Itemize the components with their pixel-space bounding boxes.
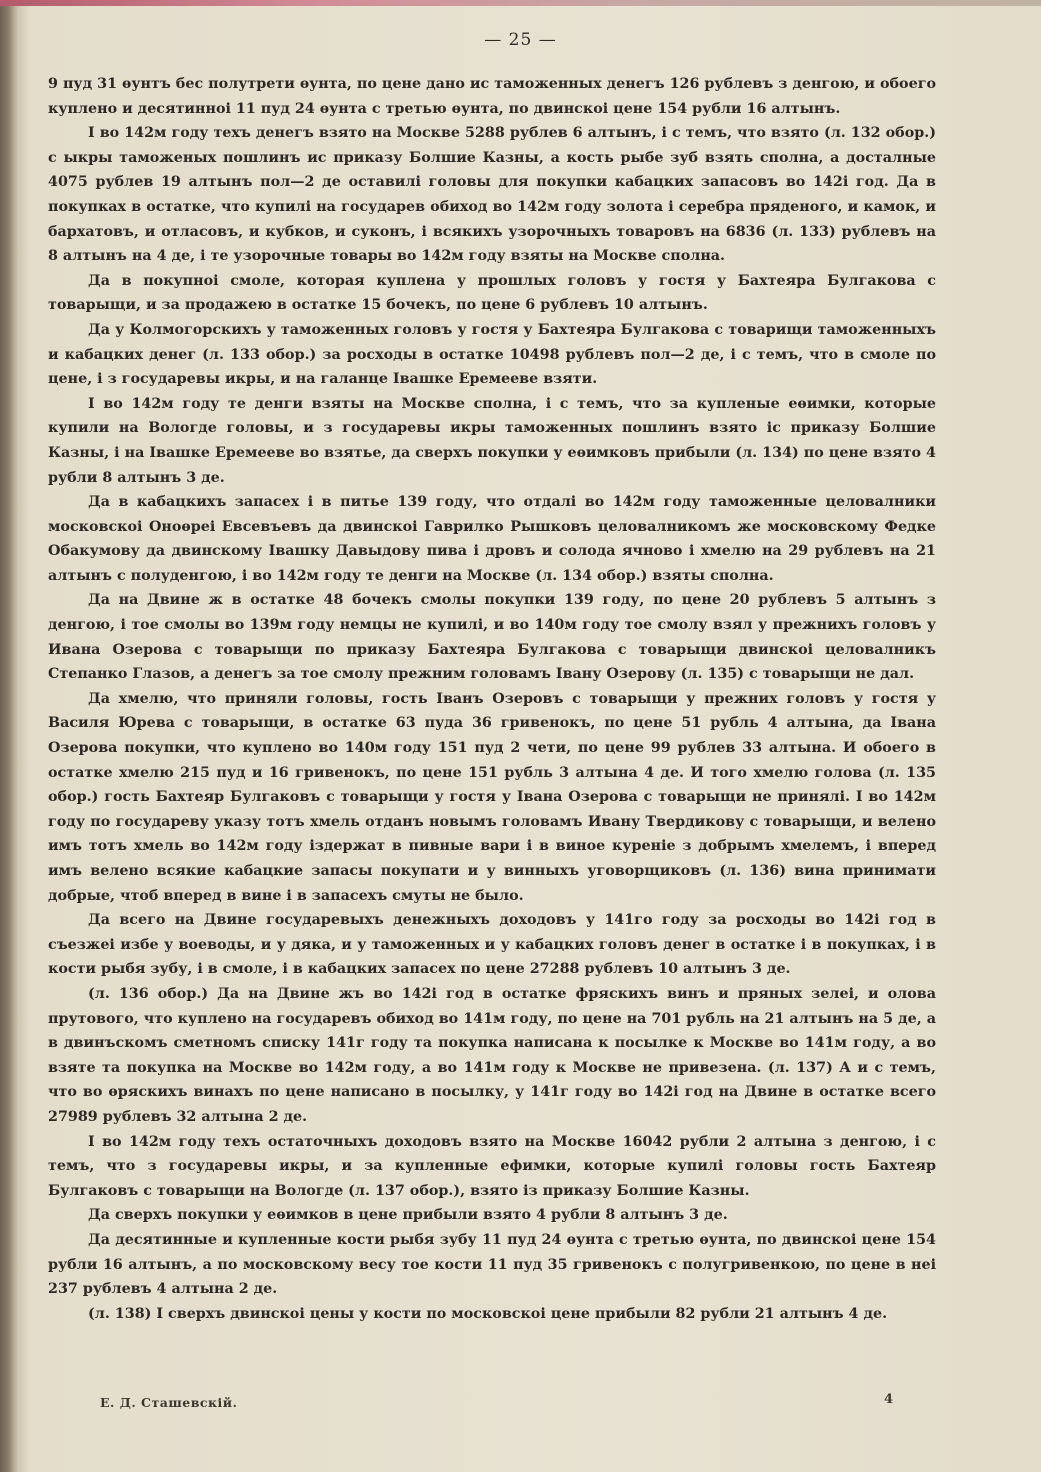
paragraph: I во 142м году те денги взяты на Москве сполна, і с темъ, что за купленые еѳимки, которые купили на Вологде головы, и з государевы икры таможенных пошлинъ взято іс приказу Болшие Казны, і на Івашке Еремееве во взятье, да сверхъ покупки у еѳимковъ прибыли (л. 134) по цене взято 4 рубли 8 алтынъ 3 де. <box>48 395 936 486</box>
paragraph: Да у Колмогорскихъ у таможенных головъ у гостя у Бахтеяра Булгакова с товарищи таможенныхъ и кабацких денег (л. 133 обор.) за росходы в остатке 10498 рублевъ пол—2 де, і с темъ, что в смоле по цене, і з государевы икры, и на галанце Івашке Еремееве взяти. <box>48 321 936 388</box>
paragraph: I во 142м году техъ остаточныхъ доходовъ взято на Москве 16042 рубли 2 алтына з денгою, і с темъ, что з государевы икры, и за купленные ефимки, которые купилі головы гость Бахтеяр Булгаковъ с товарыщи на Вологде (л. 137 обор.), взято із приказу Болшие Казны. <box>48 1133 936 1199</box>
body-text <box>48 72 936 1326</box>
page-number: — 25 — <box>484 30 557 50</box>
paragraph: 9 пуд 31 ѳунтъ бес полутрети ѳунта, по цене дано ис таможенных денегъ 126 рублевъ з денгою, и обоего куплено и десятинноі 11 пуд 24 ѳунта с третью ѳунта, по двинскоі цене 154 рубли 16 алтынъ. <box>48 76 936 117</box>
paragraph: I во 142м году техъ денегъ взято на Москве 5288 рублев 6 алтынъ, і с темъ, что взято (л. 132 обор.) с ыкры таможеных пошлинъ ис приказу Болшие Казны, а кость рыбе зуб взять сполна, а досталные 4075 рублев 19 алтынъ пол—2 де оставилі головы для покупки кабацких запасовъ во 142і год. Да в покупках в остатке, что купилі на государев обиход во 142м году золота і серебра пряденого, и камок, и бархатовъ, и отласовъ, и кубков, и суконъ, і всякихъ узорочныхъ товаровъ на 6836 (л. 133) рублевъ на 8 алтынъ на 4 де, і те узорочные товары во 142м году взяты на Москве сполна. <box>48 125 936 265</box>
paragraph: Да десятинные и купленные кости рыбя зубу 11 пуд 24 ѳунта с третью ѳунта, по двинскоі цене 154 рубли 16 алтынъ, а по московскому весу тое кости 11 пуд 35 гривенокъ с полугривенкою, по цене в неі 237 рублевъ 4 алтына 2 де. <box>48 1231 936 1298</box>
paragraph: Да сверхъ покупки у еѳимков в цене прибыли взято 4 рубли 8 алтынъ 3 де. <box>88 1207 728 1224</box>
paragraph: Да в кабацкихъ запасех і в питье 139 году, что отдалі во 142м году таможенные целовалники московскоі Оноѳреі Евсевъевъ да двинскоі Гаврилко Рышковъ целовалникомъ же московскому Федке Обакумову да двинскому Івашку Давыдову пива і дровъ и солода ячново і хмелю на 29 рублевъ на 21 алтынъ с полуденгою, і во 142м году те денги на Москве (л. 134 обор.) взяты сполна. <box>48 494 936 584</box>
paragraph: (л. 136 обор.) Да на Двине жъ во 142і год в остатке фряскихъ винъ и пряных зелеі, и олова прутового, что куплено на государевъ обиход во 141м году, по цене на 701 рубль на 21 алтынъ на 5 де, а в двинъскомъ сметномъ списку 141г году та покупка написана к посылке к Москве во 141м году, а во взяте та покупка на Москве во 142м году, а во 141м году к Москве не привезена. (л. 137) А и с темъ, что во ѳряскихъ винахъ по цене написано в посылку, у 141г году во 142і год на Двине в остатке всего 27989 рублевъ 32 алтына 2 де. <box>48 985 936 1125</box>
paragraph: Да всего на Двине государевыхъ денежныхъ доходовъ у 141го году за росходы во 142і год в съезжеі избе у воеводы, и у дяка, и у таможенных и у кабацких головъ денег в остатке і в покупках, і в кости рыбя зубу, і в смоле, і в кабацких запасех по цене 27288 рублевъ 10 алтынъ 3 де. <box>48 912 936 978</box>
paragraph: (л. 138) I сверхъ двинскоі цены у кости по московскоі цене прибыли 82 рубли 21 алтынъ 4 де. <box>88 1305 888 1322</box>
sheet-mark: 4 <box>884 1392 894 1407</box>
author-signature: Е. Д. Сташевскій. <box>100 1395 238 1410</box>
paragraph: Да на Двине ж в остатке 48 бочекъ смолы покупки 139 году, по цене 20 рублевъ 5 алтынъ з денгою, і тое смолы во 139м году немцы не купилі, и во 140м году тое смолу взял у прежнихъ головъ у Ивана Озерова с товарыщи по приказу Бахтеяра Булгакова с товарыщи двинскоі целовалникъ Степанко Глазов, а денегъ за тое смолу прежним головамъ Івану Озерову (л. 135) с товарыщи не дал. <box>48 592 936 683</box>
paragraph: Да хмелю, что приняли головы, гость Іванъ Озеровъ с товарыщи у прежних головъ у гостя у Василя Юрева с товарыщи, в остатке 63 пуда 36 гривенокъ, по цене 51 рубль 4 алтына, да Івана Озерова покупки, что куплено во 140м году 151 пуд 2 чети, по цене 99 рублев 33 алтына. И обоего в остатке хмелю 215 пуд и 16 гривенокъ, по цене 151 рубль 3 алтына 4 де. И того хмелю голова (л. 135 обор.) гость Бахтеяр Булгаковъ с товарыщи у гостя у Івана Озерова с товарыщи не принялі. I во 142м году по государеву указу тотъ хмель отданъ новымъ головамъ Ивану Твердикову с товарыщи, и велено имъ тотъ хмель во 142м году іздержат в пивные вари і в виное куреніе з добрымъ хмелемъ, і вперед имъ велено всякие кабацкие запасы покупати и у винныхъ уговорщиковъ (л. 136) вина принимати добрые, чтоб вперед в вине і в запасехъ смуты не было. <box>48 690 936 904</box>
page-top-edge <box>0 0 1041 6</box>
paragraph: Да в покупноі смоле, которая куплена у прошлых головъ у гостя у Бахтеяра Булгакова с товарыщи, и за продажею в остатке 15 бочекъ, по цене 6 рублевъ 10 алтынъ. <box>48 272 936 314</box>
